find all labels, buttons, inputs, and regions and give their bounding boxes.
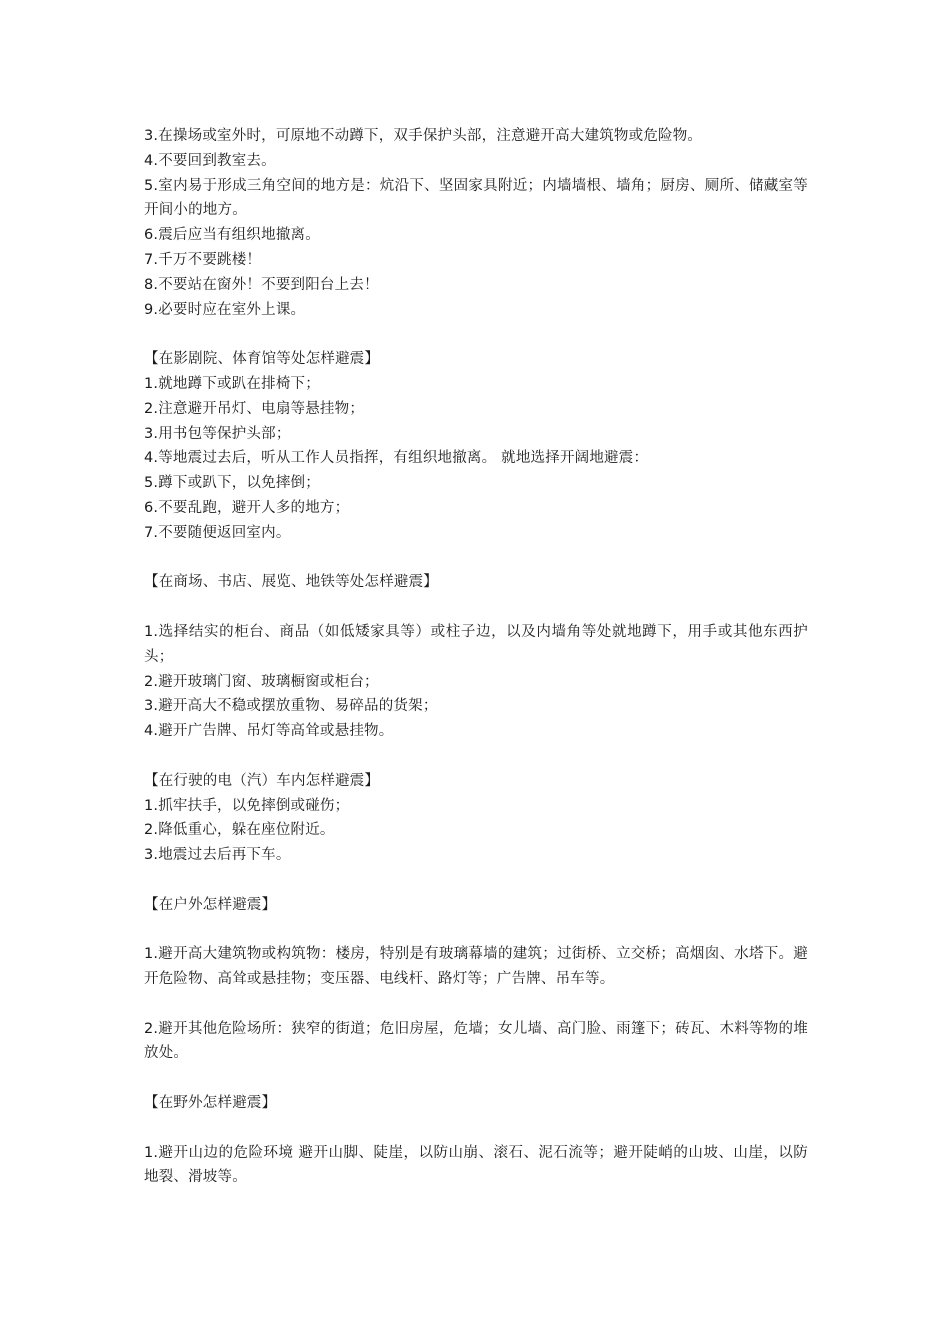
list-item: 1.避开高大建筑物或构筑物：楼房，特别是有玻璃幕墙的建筑；过街桥、立交桥；高烟囱、水塔下。避开危险物、高耸或悬挂物；变压器、电线杆、路灯等；广告牌、吊车等。 [144,946,808,988]
spacer [144,918,808,943]
list-item: 6.不要乱跑，避开人多的地方； [144,499,350,516]
list-item: 4.等地震过去后，听从工作人员指挥，有组织地撤离。 就地选择开阔地避震： [144,450,649,467]
spacer [144,1116,808,1141]
spacer [144,992,808,1017]
list-item: 6.震后应当有组织地撤离。 [144,227,320,244]
section-heading: 【在影剧院、体育馆等处怎样避震】 [144,351,380,368]
spacer [144,546,808,571]
mall-section [144,570,808,744]
list-item: 1.选择结实的柜台、商品（如低矮家具等）或柱子边，以及内墙角等处就地蹲下，用手或其他东西护头； [144,623,808,665]
list-item: 8.不要站在窗外！不要到阳台上去！ [144,276,379,293]
list-item: 1.避开山边的危险环境 避开山脚、陡崖，以防山崩、滚石、泥石流等；避开陡峭的山坡、山崖，以防地裂、滑坡等。 [144,1144,808,1186]
spacer [144,1066,808,1091]
section-heading: 【在行驶的电（汽）车内怎样避震】 [144,772,380,789]
wild-section [144,1091,808,1190]
list-item: 4.避开广告牌、吊灯等高耸或悬挂物。 [144,723,394,740]
section-heading: 【在野外怎样避震】 [144,1095,277,1112]
list-item: 7.不要随便返回室内。 [144,524,291,541]
spacer [144,322,808,347]
list-item: 2.避开其他危险场所：狭窄的街道；危旧房屋，危墙；女儿墙、高门脸、雨篷下；砖瓦、木料等物的堆放处。 [144,1020,808,1062]
list-item: 2.降低重心，躲在座位附近。 [144,822,335,839]
section-heading: 【在商场、书店、展览、地铁等处怎样避震】 [144,574,438,591]
list-item: 2.注意避开吊灯、电扇等悬挂物； [144,400,365,417]
intro-section [144,124,808,322]
spacer [144,595,808,620]
theater-section [144,347,808,545]
list-item: 2.避开玻璃门窗、玻璃橱窗或柜台； [144,673,379,690]
list-item: 7.千万不要跳楼！ [144,251,262,268]
list-item: 5.蹲下或趴下，以免摔倒； [144,475,320,492]
list-item: 3.避开高大不稳或摆放重物、易碎品的货架； [144,698,438,715]
list-item: 9.必要时应在室外上课。 [144,301,306,318]
list-item: 1.抓牢扶手，以免摔倒或碰伤； [144,797,350,814]
list-item: 3.在操场或室外时，可原地不动蹲下，双手保护头部，注意避开高大建筑物或危险物。 [144,128,703,144]
list-item: 4.不要回到教室去。 [144,152,276,169]
list-item: 3.地震过去后再下车。 [144,847,291,864]
section-heading: 【在户外怎样避震】 [144,896,277,913]
list-item: 3.用书包等保护头部； [144,425,291,442]
document-page [144,124,808,1190]
list-item: 1.就地蹲下或趴在排椅下； [144,375,320,392]
list-item: 5.室内易于形成三角空间的地方是：炕沿下、坚固家具附近；内墙墙根、墙角；厨房、厕所、储藏室等开间小的地方。 [144,177,808,219]
spacer [144,744,808,769]
outdoor-section [144,893,808,1067]
vehicle-section [144,769,808,868]
spacer [144,868,808,893]
